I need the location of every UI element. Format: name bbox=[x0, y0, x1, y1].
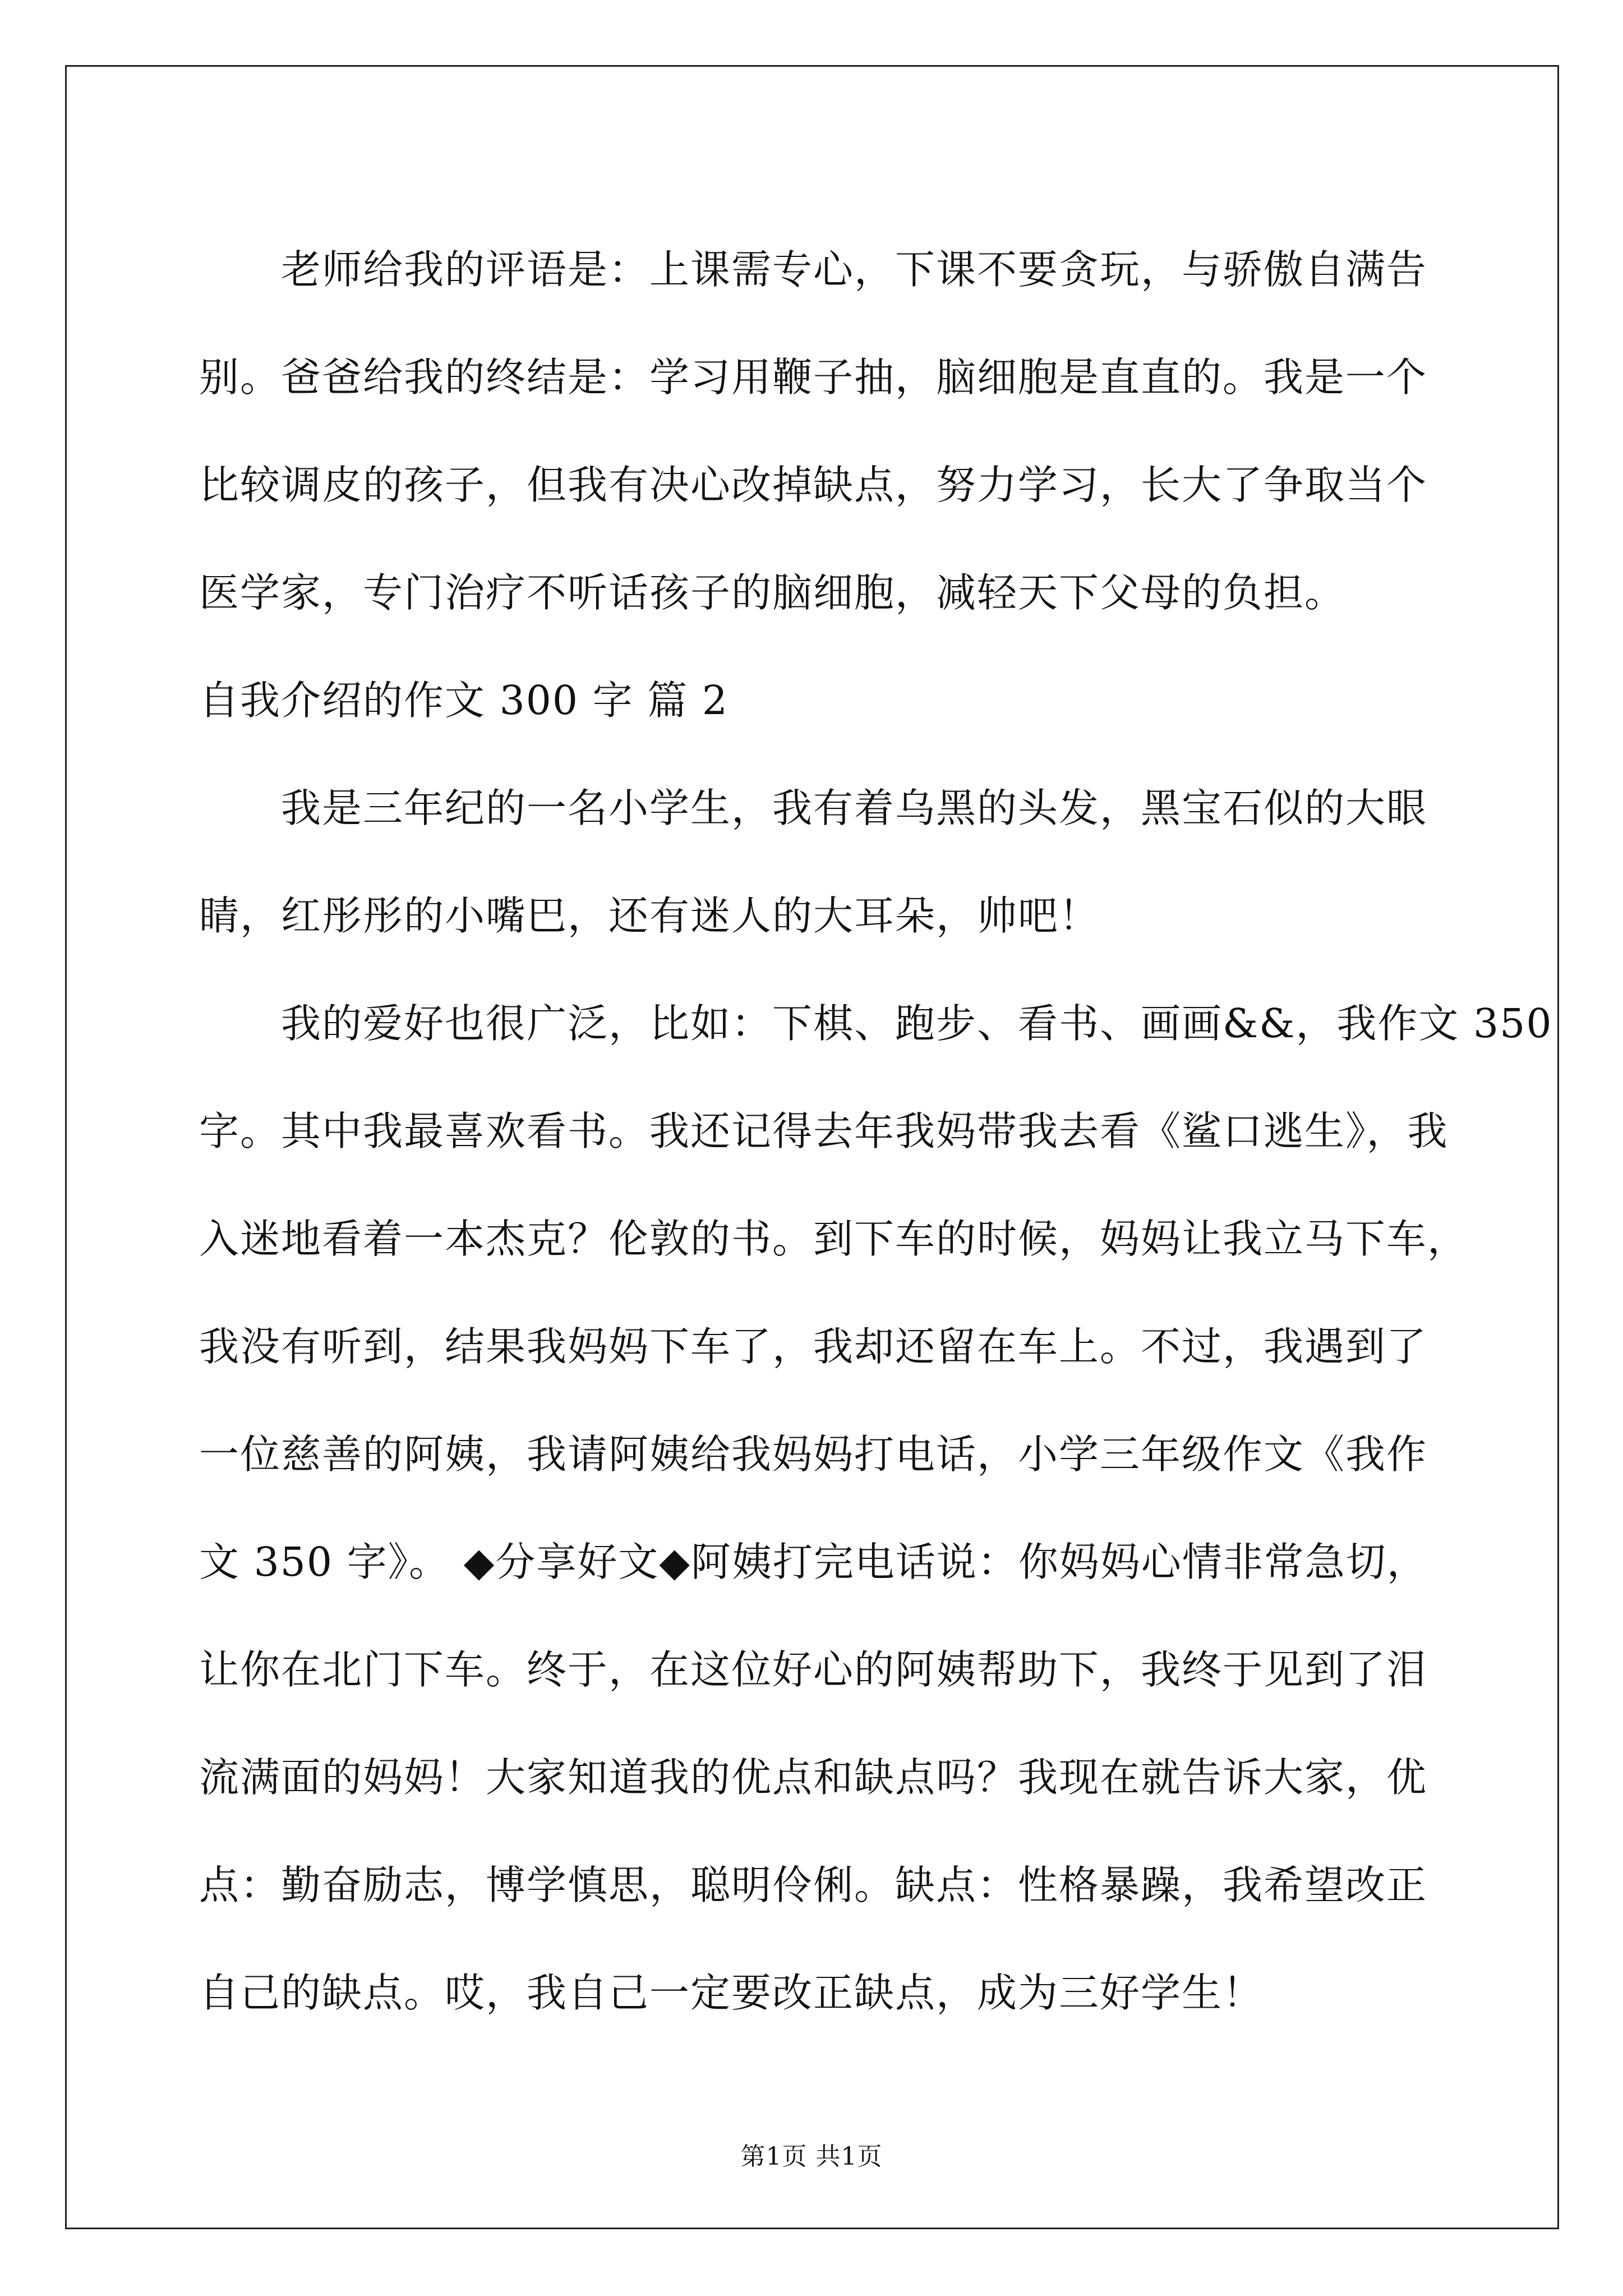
paragraph-line: 别。爸爸给我的终结是：学习用鞭子抽，脑细胞是直直的。我是一个 bbox=[199, 354, 1428, 401]
paragraph-line: 自己的缺点。哎，我自己一定要改正缺点，成为三好学生！ bbox=[199, 1970, 1264, 2016]
paragraph-line: 老师给我的评语是：上课需专心，下课不要贪玩，与骄傲自满告 bbox=[281, 246, 1428, 293]
paragraph-line: 睛，红彤彤的小嘴巴，还有迷人的大耳朵，帅吧！ bbox=[199, 892, 1100, 939]
paragraph-line: 点：勤奋励志，博学慎思，聪明伶俐。缺点：性格暴躁，我希望改正 bbox=[199, 1862, 1428, 1908]
paragraph-line: 流满面的妈妈！大家知道我的优点和缺点吗？我现在就告诉大家，优 bbox=[199, 1754, 1428, 1801]
paragraph-line: 我是三年纪的一名小学生，我有着乌黑的头发，黑宝石似的大眼 bbox=[281, 785, 1428, 831]
paragraph-line: 一位慈善的阿姨，我请阿姨给我妈妈打电话，小学三年级作文《我作 bbox=[199, 1431, 1428, 1478]
paragraph-line: 让你在北门下车。终于，在这位好心的阿姨帮助下，我终于见到了泪 bbox=[199, 1646, 1428, 1693]
paragraph-line: 文 350 字》。 ◆分享好文◆阿姨打完电话说：你妈妈心情非常急切， bbox=[199, 1539, 1428, 1585]
page-number-footer: 第1页 共1页 bbox=[740, 2142, 883, 2171]
document-body bbox=[199, 216, 1553, 2047]
paragraph-line: 比较调皮的孩子，但我有决心改掉缺点，努力学习，长大了争取当个 bbox=[199, 462, 1428, 508]
section-heading: 自我介绍的作文 300 字 篇 2 bbox=[199, 677, 728, 724]
paragraph-line: 我的爱好也很广泛，比如：下棋、跑步、看书、画画&&，我作文 350 bbox=[281, 1000, 1553, 1047]
paragraph-line: 入迷地看着一本杰克？伦敦的书。到下车的时候，妈妈让我立马下车， bbox=[199, 1216, 1469, 1262]
paragraph-line: 医学家，专门治疗不听话孩子的脑细胞，减轻天下父母的负担。 bbox=[199, 569, 1346, 616]
paragraph-line: 字。其中我最喜欢看书。我还记得去年我妈带我去看《鲨口逃生》，我 bbox=[199, 1108, 1449, 1154]
paragraph-line: 我没有听到，结果我妈妈下车了，我却还留在车上。不过，我遇到了 bbox=[199, 1323, 1428, 1370]
